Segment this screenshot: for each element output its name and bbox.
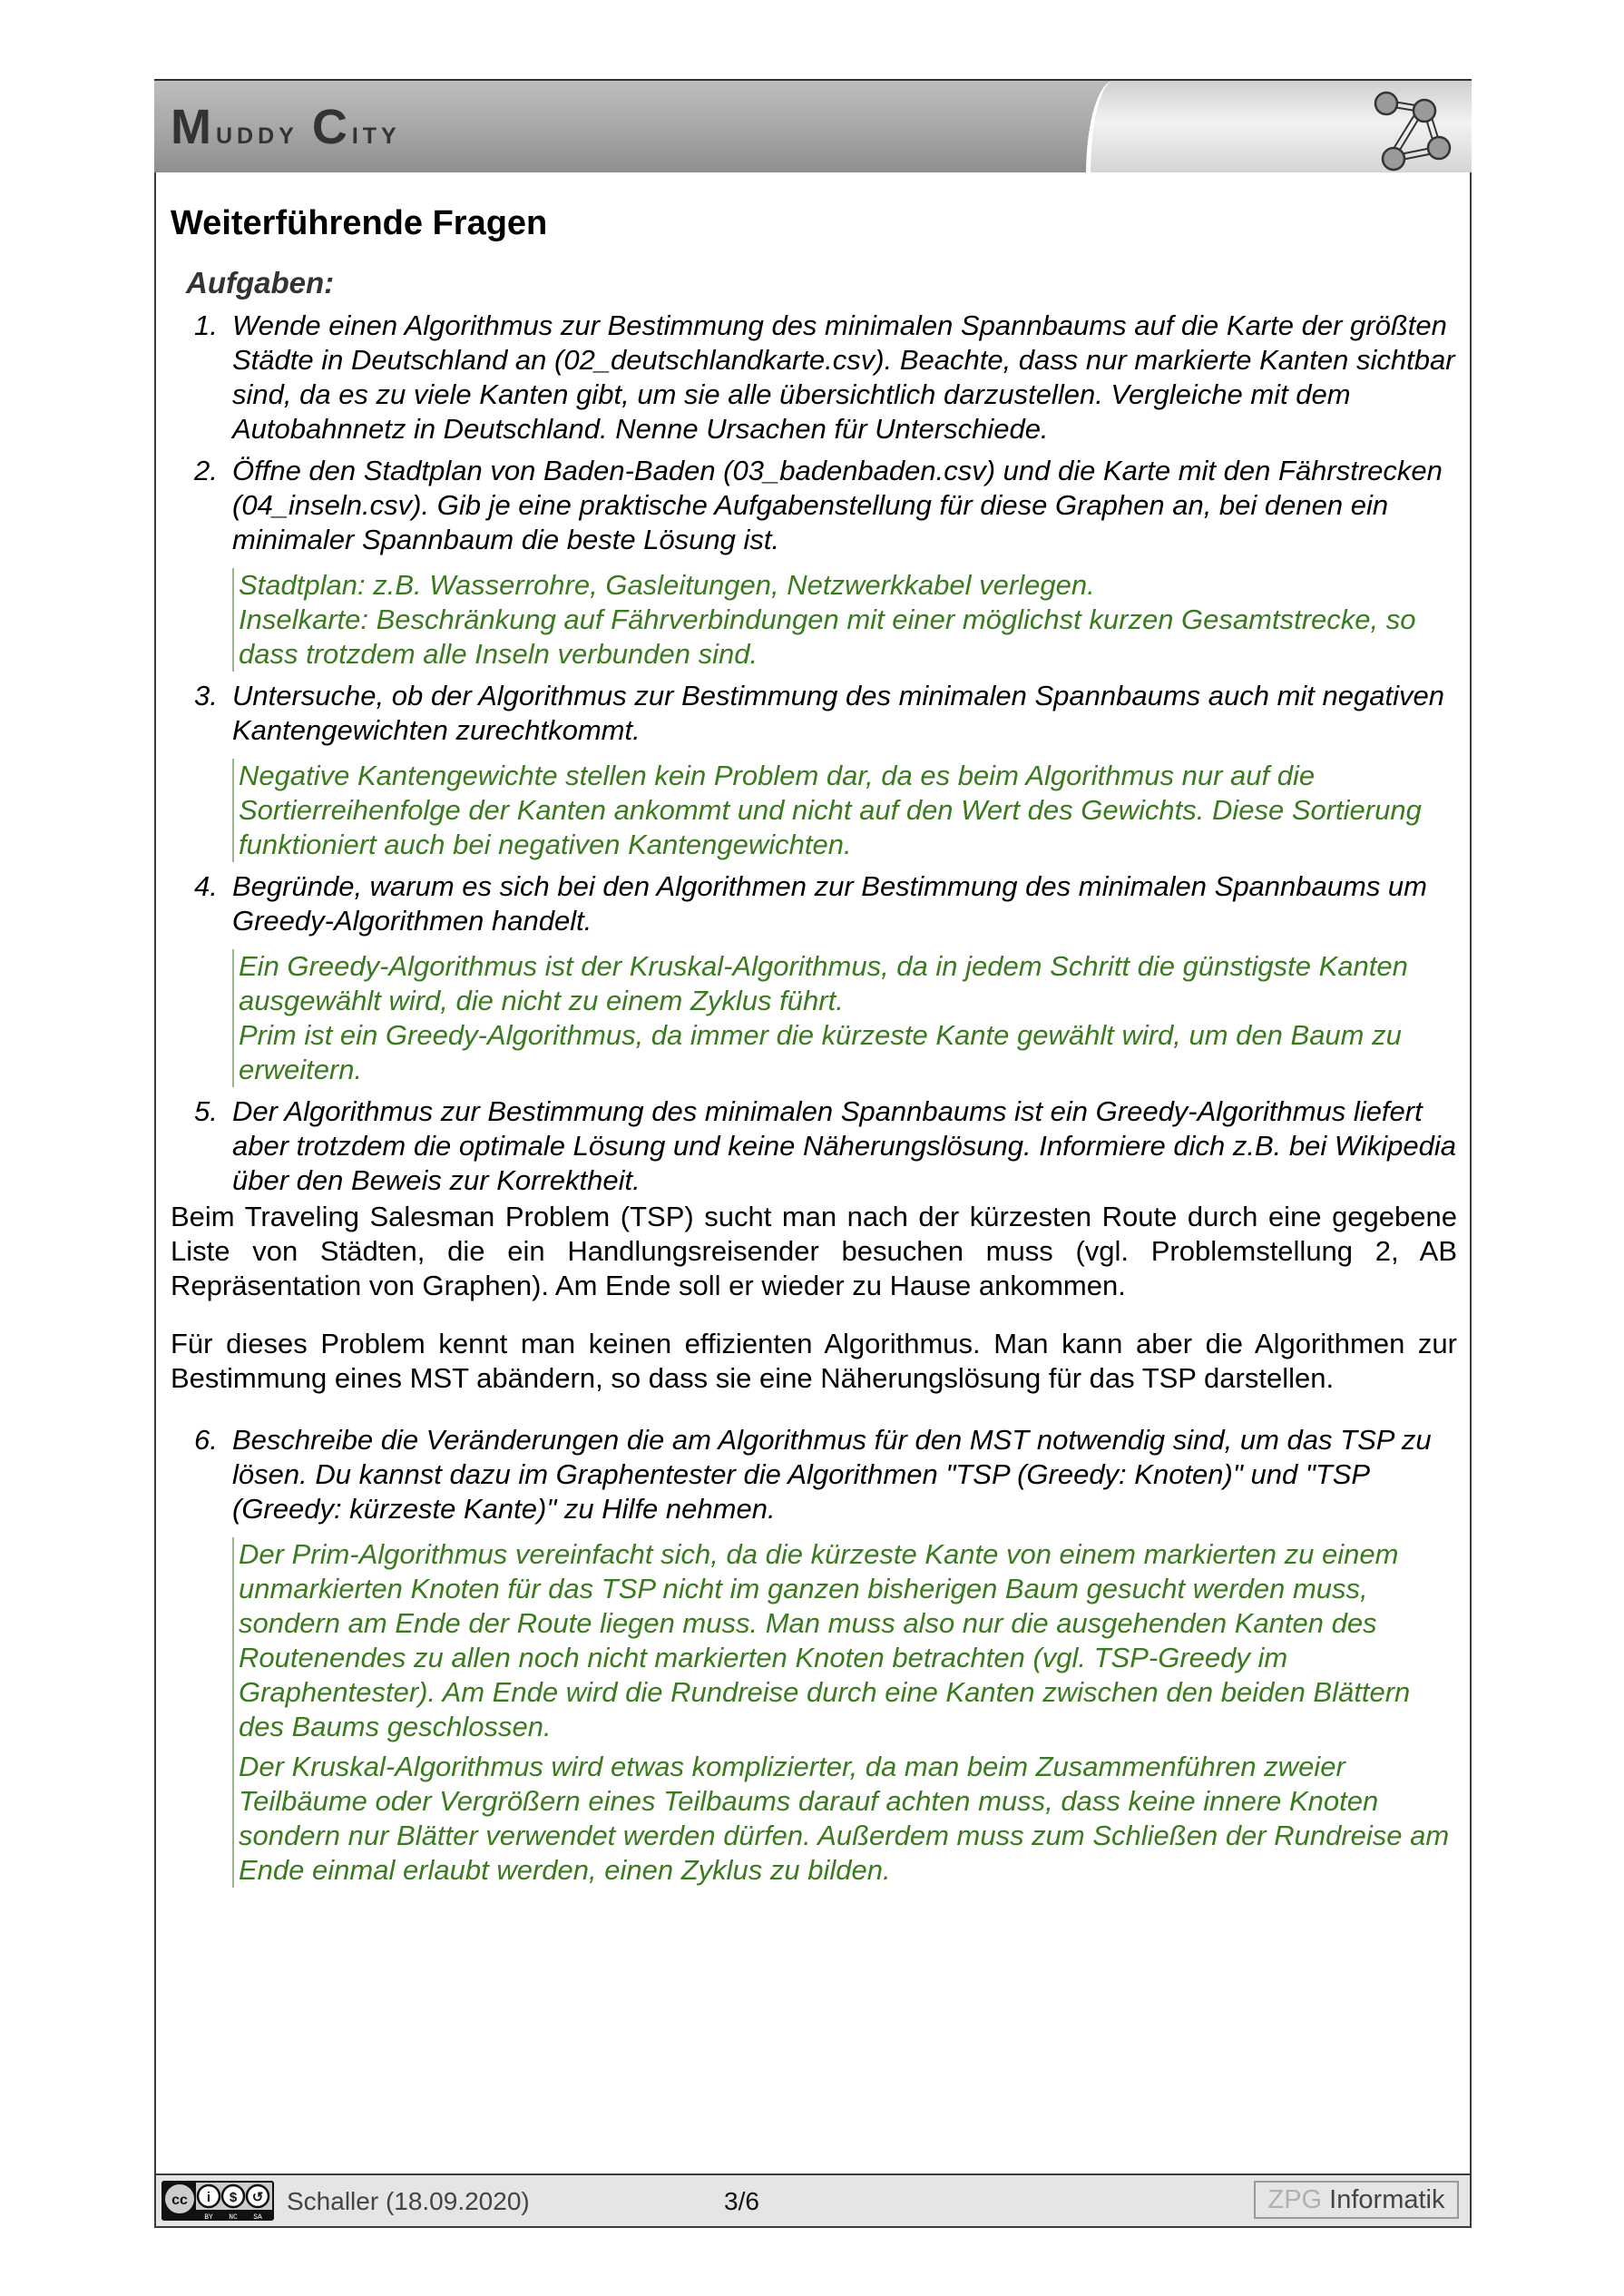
answer-line: Der Kruskal-Algorithmus wird etwas komplizierter, da man beim Zusammenführen zweier Teilbäume oder Vergrößern eines Teilbaums darauf achten muss, dass keine innere Knoten sondern nur Blätter verwendet werden dürfen. Außerdem muss zum Schließen der Rundreise am Ende einmal erlaubt werden, einen Zyklus zu bilden. [239, 1751, 1450, 1886]
header-light-panel [1086, 81, 1472, 172]
header-title: Muddy City [171, 100, 401, 154]
task-6: 6. Beschreibe die Veränderungen die am Algorithmus für den MST notwendig sind, um das TSP zu lösen. Du kannst dazu im Graphentester die Algorithmen "TSP (Greedy: Knoten)" und "TSP (Greedy: kürzeste Kante)" zu Hilfe nehmen. Der Prim-Algorithmus vereinfacht sich, da die kürzeste Kante von einem markierten zu einem unmarkierten Knoten für das TSP nicht im ganzen bisherigen Baum gesucht werden muss, sondern am Ende der Route liegen muss. Man muss also nur die ausgehenden Kanten des Routenendes zu allen noch nicht markierten Knoten betrachten (vgl. TSP-Greedy im Graphentester). Am Ende wird die Rundreise durch eine Kanten zwischen den beiden Blättern des Baums geschlossen. Der Kruskal-Algorithmus wird etwas komplizierter, da man beim Zusammenführen zweier Teilbäume oder Vergrößern eines Teilbaums darauf achten muss, dass keine innere Knoten sondern nur Blätter verwendet werden dürfen. Außerdem muss zum Schließen der Rundreise am Ende einmal erlaubt werden, einen Zyklus zu bilden. [171, 1423, 1457, 1888]
svg-text:SA: SA [253, 2213, 262, 2221]
tsp-intro-paragraph: Beim Traveling Salesman Problem (TSP) sucht man nach der kürzesten Route durch eine gegebene Liste von Städten, die ein Handlungsreisender besuchen muss (vgl. Problemstellung 2, AB Repräsentation von Graphen). Am Ende soll er wieder zu Hause ankommen. [171, 1201, 1457, 1301]
answer-line: Der Prim-Algorithmus vereinfacht sich, da die kürzeste Kante von einem markierten zu einem unmarkierten Knoten für das TSP nicht im ganzen bisherigen Baum gesucht werden muss, sondern am Ende der Route liegen muss. Man muss also nur die ausgehenden Kanten des Routenendes zu allen noch nicht markierten Knoten betrachten (vgl. TSP-Greedy im Graphentester). Am Ende wird die Rundreise durch eine Kanten zwischen den beiden Blättern des Baums geschlossen. [239, 1538, 1411, 1742]
tsp-approx-paragraph: Für dieses Problem kennt man keinen effizienten Algorithmus. Man kann aber die Algorithmen zur Bestimmung eines MST abändern, so dass sie eine Näherungslösung für das TSP darstellen. [171, 1328, 1457, 1394]
answer-line: Inselkarte: Beschränkung auf Fährverbindungen mit einer möglichst kurzen Gesamtstrecke, so dass trotzdem alle Inseln verbunden sind. [239, 603, 1416, 670]
answer-block [232, 949, 1457, 1087]
svg-text:$: $ [229, 2190, 238, 2205]
answer-block [232, 1537, 1457, 1888]
tasks-heading: Aufgaben: [186, 266, 335, 299]
task-list-continued [171, 1423, 1457, 1888]
section-title: Weiterführende Fragen [171, 204, 548, 242]
task-4: 4. Begründe, warum es sich bei den Algorithmen zur Bestimmung des minimalen Spannbaums um Greedy-Algorithmen handelt. Ein Greedy-Algorithmus ist der Kruskal-Algorithmus, da in jedem Schritt die günstigste Kanten ausgewählt wird, die nicht zu einem Zyklus führt. Prim ist ein Greedy-Algorithmus, da immer die kürzeste Kante gewählt wird, um den Baum zu erweitern. [171, 869, 1457, 1087]
page-footer [154, 2173, 1472, 2228]
svg-text:i: i [206, 2190, 211, 2205]
main-content [171, 201, 1457, 1895]
answer-line: Ein Greedy-Algorithmus ist der Kruskal-Algorithmus, da in jedem Schritt die günstigste Kanten ausgewählt wird, die nicht zu einem Zyklus führt. [239, 950, 1408, 1016]
zpg-informatik-logo: ZPG Informatik [1254, 2181, 1459, 2219]
cc-by-nc-sa-icon [161, 2181, 274, 2221]
answer-line: Prim ist ein Greedy-Algorithmus, da immer die kürzeste Kante gewählt wird, um den Baum zu erweitern. [239, 1019, 1402, 1085]
svg-text:BY: BY [204, 2213, 213, 2221]
page-number: 3/6 [724, 2187, 759, 2215]
answer-line: Negative Kantengewichte stellen kein Problem dar, da es beim Algorithmus nur auf die Sortierreihenfolge der Kanten ankommt und nicht auf den Wert des Gewichts. Diese Sortierung funktioniert auch bei negativen Kantengewichten. [239, 760, 1422, 860]
task-2: 2. Öffne den Stadtplan von Baden-Baden (03_badenbaden.csv) und die Karte mit den Fährstrecken (04_inseln.csv). Gib je eine praktische Aufgabenstellung für diese Graphen an, bei denen ein minimaler Spannbaum die beste Lösung ist. Stadtplan: z.B. Wasserrohre, Gasleitungen, Netzwerkkabel verlegen. Inselkarte: Beschränkung auf Fährverbindungen mit einer möglichst kurzen Gesamtstrecke, so dass trotzdem alle Inseln verbunden sind. [171, 454, 1457, 672]
answer-block [232, 568, 1457, 672]
answer-block [232, 759, 1457, 862]
svg-text:NC: NC [229, 2213, 238, 2221]
task-3: 3. Untersuche, ob der Algorithmus zur Bestimmung des minimalen Spannbaums auch mit negativen Kantengewichten zurechtkommt. Negative Kantengewichte stellen kein Problem dar, da es beim Algorithmus nur auf die Sortierreihenfolge der Kanten ankommt und nicht auf den Wert des Gewichts. Diese Sortierung funktioniert auch bei negativen Kantengewichten. [171, 679, 1457, 862]
task-list [171, 309, 1457, 1198]
svg-text:cc: cc [171, 2193, 188, 2208]
svg-text:↺: ↺ [251, 2190, 264, 2205]
task-5: 5. Der Algorithmus zur Bestimmung des minimalen Spannbaums ist ein Greedy-Algorithmus liefert aber trotzdem die optimale Lösung und keine Näherungslösung. Informiere dich z.B. bei Wikipedia über den Beweis zur Korrektheit. [194, 1095, 1456, 1196]
footer-author: Schaller (18.09.2020) [287, 2187, 530, 2215]
page-header [154, 79, 1472, 172]
task-1: 1. Wende einen Algorithmus zur Bestimmung des minimalen Spannbaums auf die Karte der größten Städte in Deutschland an (02_deutschlandkarte.csv). Beachte, dass nur markierte Kanten sichtbar sind, da es zu viele Kanten gibt, um sie alle übersichtlich darzustellen. Vergleiche mit dem Autobahnnetz in Deutschland. Nenne Ursachen für Unterschiede. [194, 309, 1455, 445]
graph-nodes-icon [1368, 86, 1459, 172]
answer-line: Stadtplan: z.B. Wasserrohre, Gasleitungen, Netzwerkkabel verlegen. [239, 569, 1095, 601]
